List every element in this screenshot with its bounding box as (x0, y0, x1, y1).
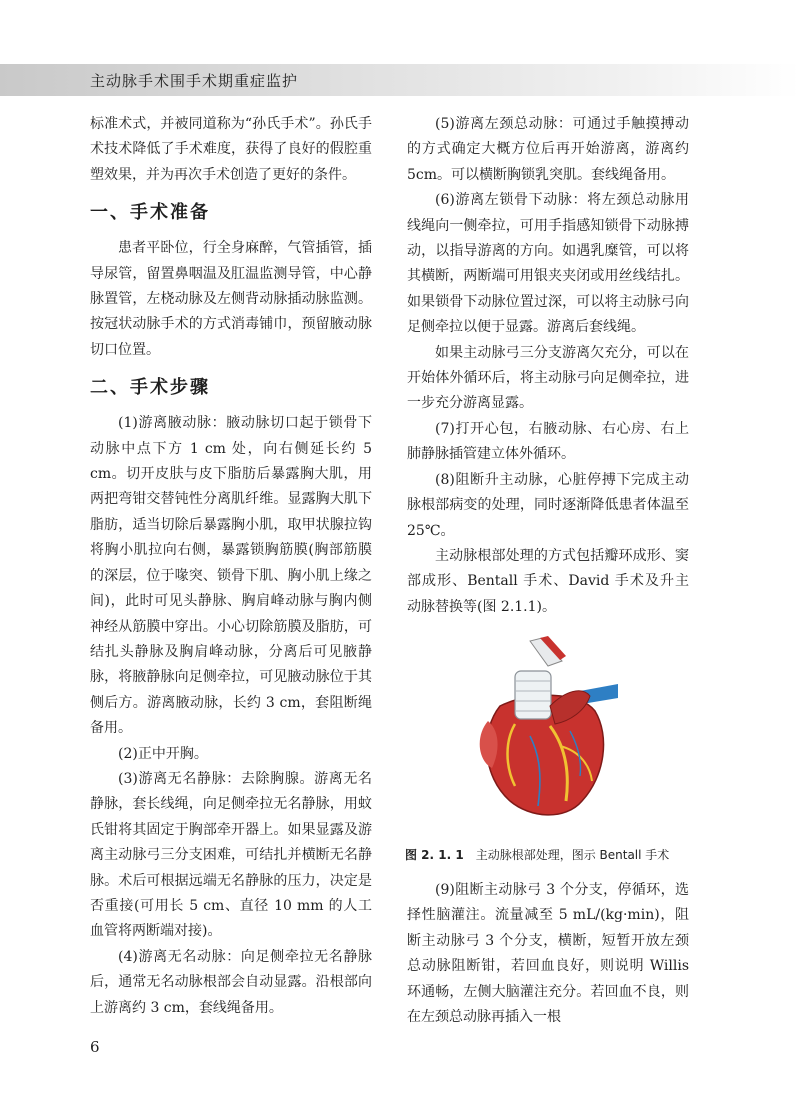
step-4-paragraph: (4)游离无名动脉：向足侧牵拉无名静脉后，通常无名动脉根部会自动显露。沿根部向上游离约 3 cm，套线绳备用。 (90, 948, 372, 1016)
heart-illustration-svg (470, 636, 620, 826)
step-6-note-paragraph: 如果主动脉弓三分支游离欠充分，可以在开始体外循环后，将主动脉弓向足侧牵拉，进一步充分游离显露。 (407, 344, 689, 412)
preparation-paragraph: 患者平卧位，行全身麻醉，气管插管，插导尿管，留置鼻咽温及肛温监测导管，中心静脉置管，左桡动脉及左侧背动脉插动脉监测。按冠状动脉手术的方式消毒铺巾，预留腋动脉切口位置。 (90, 240, 372, 358)
step-3-paragraph: (3)游离无名静脉：去除胸腺。游离无名静脉，套长线绳，向足侧牵拉无名静脉，用蚊氏钳将其固定于胸部牵开器上。如果显露及游离主动脉弓三分支困难，可结扎并横断无名静脉。术后可根据远端无名静脉的压力，决定是否重接(可用长 5 cm、直径 10 mm 的人工血管将两断端对接)。 (90, 770, 372, 940)
step-8-note-paragraph: 主动脉根部处理的方式包括瓣环成形、窦部成形、Bentall 手术、David 手术及升主动脉替换等(图 2.1.1)。 (407, 547, 689, 615)
intro-paragraph: 标准术式，并被同道称为“孙氏手术”。孙氏手术技术降低了手术难度，获得了良好的假腔重塑效果，并为再次手术创造了更好的条件。 (90, 116, 372, 183)
step-2-paragraph: (2)正中开胸。 (118, 745, 208, 762)
left-column (90, 112, 372, 1021)
section-heading-steps: 二、手术步骤 (90, 377, 210, 399)
step-9-paragraph: (9)阻断主动脉弓 3 个分支，停循环，选择性脑灌注。流量减至 5 mL/(kg·min)，阻断主动脉弓 3 个分支，横断，短暂开放左颈总动脉阻断钳，若回血良好，则说明 Willis 环通畅，左侧大脑灌注充分。若回血不良，则在左颈总动脉再插入一根 (407, 882, 689, 1026)
step-1-paragraph: (1)游离腋动脉：腋动脉切口起于锁骨下动脉中点下方 1 cm 处，向右侧延长约 5 cm。切开皮肤与皮下脂肪后暴露胸大肌，用两把弯钳交替钝性分离肌纤维。显露胸大肌下脂肪，适当切除后暴露胸小肌，取甲状腺拉钩将胸小肌拉向右侧，暴露锁胸筋膜(胸部筋膜的深层，位于喙突、锁骨下肌、胸小肌上缘之间)，此时可见头静脉、胸肩峰动脉与胸内侧神经从筋膜中穿出。小心切除筋膜及脂肪，可结扎头静脉及胸肩峰动脉，分离后可见腋静脉，将腋静脉向足侧牵拉，可见腋动脉位于其侧后方。游离腋动脉，长约 3 cm，套阻断绳备用。 (90, 415, 372, 737)
figure-caption-text: 主动脉根部处理，图示 Bentall 手术 (475, 848, 670, 862)
step-5-paragraph: (5)游离左颈总动脉：可通过手触摸搏动的方式确定大概方位后再开始游离，游离约 5cm。可以横断胸锁乳突肌。套线绳备用。 (407, 116, 689, 183)
aortic-graft (515, 671, 551, 719)
running-header-title: 主动脉手术围手术期重症监护 (90, 72, 299, 90)
step-6-paragraph: (6)游离左锁骨下动脉：将左颈总动脉用线绳向一侧牵拉，可用手指感知锁骨下动脉搏动，以指导游离的方向。如遇乳糜管，可以将其横断，两断端可用银夹夹闭或用丝线结扎。如果锁骨下动脉位置过深，可以将主动脉弓向足侧牵拉以便于显露。游离后套线绳。 (407, 192, 689, 336)
section-heading-preparation: 一、手术准备 (90, 202, 210, 224)
heart-illustration (470, 636, 620, 826)
right-column-lower (407, 878, 689, 1030)
step-8-paragraph: (8)阻断升主动脉，心脏停搏下完成主动脉根部病变的处理，同时逐渐降低患者体温至 25℃。 (407, 471, 689, 539)
figure-number: 图 2. 1. 1 (405, 848, 464, 862)
step-7-paragraph: (7)打开心包，右腋动脉、右心房、右上肺静脉插管建立体外循环。 (407, 420, 689, 463)
page-number: 6 (90, 1038, 100, 1056)
figure-caption (405, 846, 669, 863)
right-column (407, 112, 689, 620)
